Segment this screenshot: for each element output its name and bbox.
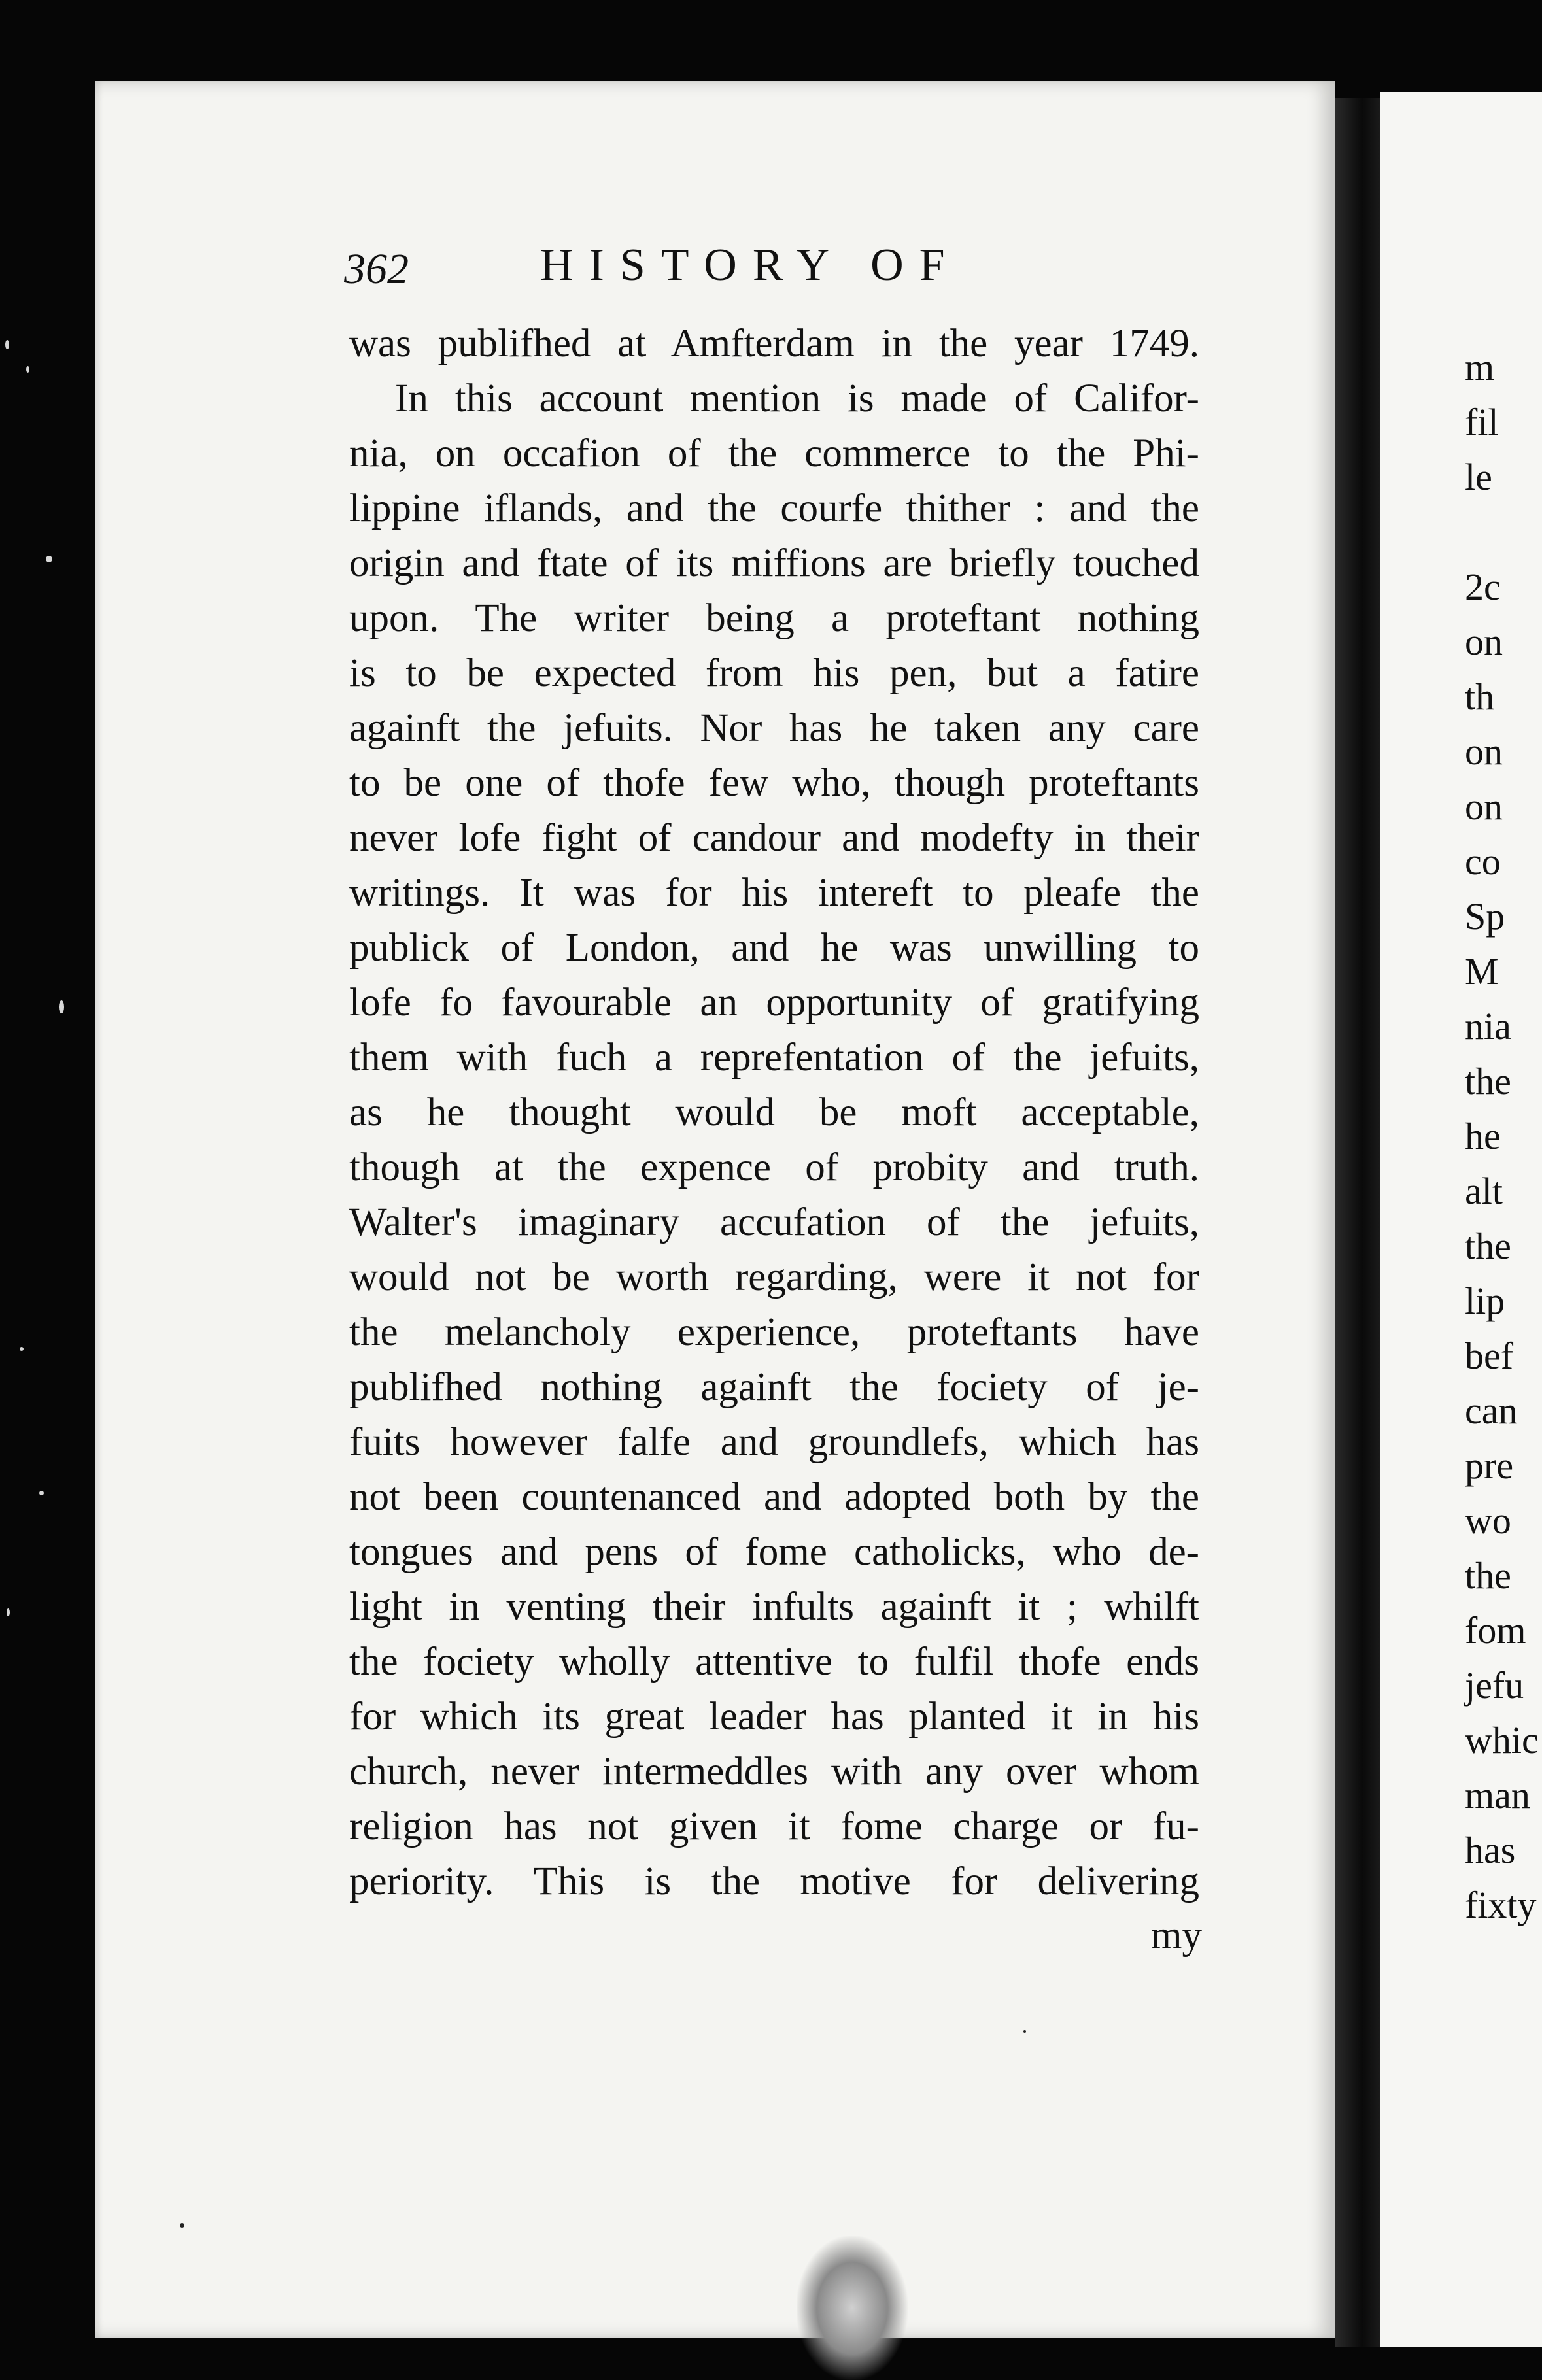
facing-page-fragment: on: [1465, 620, 1503, 663]
scanner-thumb-shadow: [797, 2236, 908, 2380]
facing-page-fragment: nia: [1465, 1005, 1511, 1047]
facing-page-fragment: fom: [1465, 1609, 1526, 1652]
facing-page-fragment: M: [1465, 950, 1499, 993]
text-line: againft the jefuits. Nor has he taken any care: [349, 706, 1199, 750]
text-line: to be one of thofe few who, though proteftants: [349, 761, 1199, 805]
facing-page-fragment: alt: [1465, 1170, 1503, 1212]
facing-page-fragment: wo: [1465, 1499, 1511, 1542]
facing-page-fragment: can: [1465, 1389, 1518, 1432]
facing-page-text: [1465, 340, 1542, 1933]
scan-speck: [20, 1347, 24, 1351]
text-line: In this account mention is made of Califor-: [395, 377, 1199, 420]
scan-speck: [5, 340, 9, 349]
text-line: lippine iflands, and the courfe thither : and the: [349, 486, 1199, 530]
facing-page-fragment: co: [1465, 840, 1501, 883]
facing-page-fragment: man: [1465, 1774, 1530, 1816]
text-line: was publifhed at Amfterdam in the year 1749.: [349, 322, 1199, 366]
scan-speck: [39, 1491, 44, 1495]
catchword: my: [1151, 1914, 1202, 1958]
text-line: the fociety wholly attentive to fulfil thofe ends: [349, 1640, 1199, 1684]
page-header: [344, 235, 1070, 307]
facing-page-fragment: pre: [1465, 1444, 1514, 1487]
facing-page-fragment: le: [1465, 456, 1492, 498]
facing-page-fragment: [1465, 505, 1542, 560]
facing-page-fragment: fixty: [1465, 1884, 1537, 1926]
scan-speck: [46, 556, 52, 562]
facing-page-fragment: the: [1465, 1225, 1511, 1267]
text-line: them with fuch a reprefentation of the jefuits,: [349, 1036, 1199, 1080]
text-line: tongues and pens of fome catholicks, who de-: [349, 1530, 1199, 1574]
facing-page-fragment: 2c: [1465, 566, 1501, 608]
facing-page-fragment: Sp: [1465, 895, 1505, 938]
text-line: though at the expence of probity and truth.: [349, 1146, 1199, 1189]
running-head: HISTORY OF: [540, 240, 961, 290]
facing-page-fragment: on: [1465, 785, 1503, 828]
text-line: origin and ftate of its miffions are briefly touched: [349, 541, 1199, 585]
body-text: [349, 316, 1199, 1909]
text-line: would not be worth regarding, were it not for: [349, 1255, 1199, 1299]
ink-speck: [1023, 2030, 1026, 2033]
facing-page-fragment: he: [1465, 1115, 1501, 1157]
text-line: not been countenanced and adopted both by the: [349, 1475, 1199, 1519]
text-line: for which its great leader has planted it in his: [349, 1695, 1199, 1739]
facing-page-fragment: lip: [1465, 1280, 1505, 1322]
text-line: periority. This is the motive for delivering: [349, 1860, 1199, 1903]
facing-page-fragment: has: [1465, 1829, 1516, 1871]
facing-page-fragment: the: [1465, 1554, 1511, 1597]
text-line: the melancholy experience, proteftants have: [349, 1310, 1199, 1354]
text-line: lofe fo favourable an opportunity of gratifying: [349, 981, 1199, 1025]
facing-page-fragment: fil: [1465, 401, 1499, 443]
facing-page-fragment: bef: [1465, 1334, 1514, 1377]
text-line: nia, on occafion of the commerce to the Phi-: [349, 432, 1199, 475]
text-line: Walter's imaginary accufation of the jefuits,: [349, 1200, 1199, 1244]
facing-page-fragment: th: [1465, 675, 1495, 718]
text-line: light in venting their infults againft it ; whilft: [349, 1585, 1199, 1629]
text-line: church, never intermeddles with any over whom: [349, 1750, 1199, 1794]
facing-page-fragment: m: [1465, 346, 1495, 388]
text-line: publifhed nothing againft the fociety of je-: [349, 1365, 1199, 1409]
facing-page-fragment: whic: [1465, 1719, 1539, 1761]
text-line: as he thought would be moft acceptable,: [349, 1091, 1199, 1134]
facing-page-fragment: on: [1465, 730, 1503, 773]
text-line: upon. The writer being a proteftant nothing: [349, 596, 1199, 640]
book-gutter: [1335, 98, 1380, 2347]
text-line: religion has not given it fome charge or fu-: [349, 1805, 1199, 1848]
scan-speck: [26, 366, 29, 373]
scan-speck: [7, 1608, 10, 1616]
facing-page-fragment: the: [1465, 1060, 1511, 1102]
scan-speck: [59, 1000, 64, 1013]
text-line: writings. It was for his intereft to pleafe the: [349, 871, 1199, 915]
text-line: is to be expected from his pen, but a fatire: [349, 651, 1199, 695]
text-line: fuits however falfe and groundlefs, which has: [349, 1420, 1199, 1464]
page-number: 362: [344, 245, 409, 293]
ink-speck: [180, 2223, 184, 2228]
facing-page-fragment: jefu: [1465, 1664, 1524, 1707]
text-line: publick of London, and he was unwilling to: [349, 926, 1199, 970]
text-line: never lofe fight of candour and modefty in their: [349, 816, 1199, 860]
